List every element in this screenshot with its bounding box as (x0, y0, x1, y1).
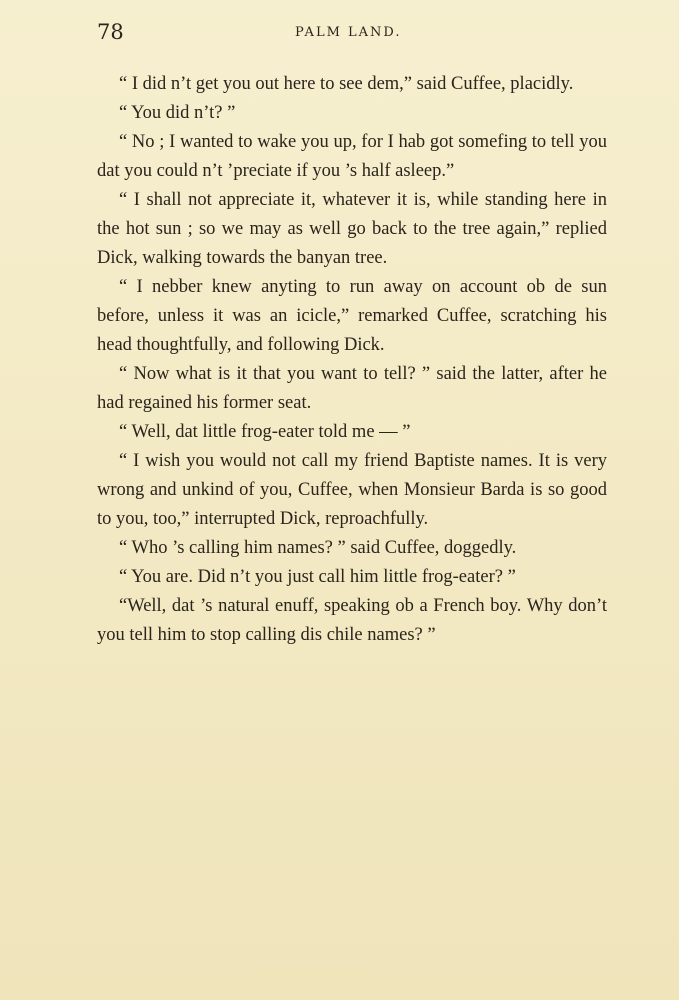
body-text (97, 70, 607, 650)
page-number: 78 (97, 20, 124, 44)
paragraph-7: “ Well, dat little frog-eater told me — ” (119, 422, 411, 442)
paragraph-3: “ No ; I wanted to wake you up, for I hab got somefing to tell you dat you could n’t ’preciate if you ’s half asleep.” (97, 132, 607, 181)
paragraph-4: “ I shall not appreciate it, whatever it is, while standing here in the hot sun ; so we may as well go back to the tree again,” replied Dick, walking towards the banyan tree. (97, 190, 607, 268)
paragraph-5: “ I nebber knew anyting to run away on account ob de sun before, unless it was an icicle,” remarked Cuffee, scratching his head thoughtfully, and following Dick. (97, 277, 607, 355)
paragraph-1: “ I did n’t get you out here to see dem,” said Cuffee, placidly. (119, 74, 574, 94)
paragraph-6: “ Now what is it that you want to tell? ” said the latter, after he had regained his former seat. (97, 364, 607, 413)
page-header (97, 20, 607, 44)
running-title: PALM LAND. (295, 25, 402, 40)
paragraph-9: “ Who ’s calling him names? ” said Cuffee, doggedly. (119, 538, 517, 558)
paragraph-11: “Well, dat ’s natural enuff, speaking ob a French boy. Why don’t you tell him to stop calling dis chile names? ” (97, 596, 607, 645)
paragraph-10: “ You are. Did n’t you just call him little frog-eater? ” (119, 567, 516, 587)
paragraph-2: “ You did n’t? ” (119, 103, 236, 123)
paragraph-8: “ I wish you would not call my friend Baptiste names. It is very wrong and unkind of you, Cuffee, when Monsieur Barda is so good to you, too,” interrupted Dick, reproachfully. (97, 451, 607, 529)
